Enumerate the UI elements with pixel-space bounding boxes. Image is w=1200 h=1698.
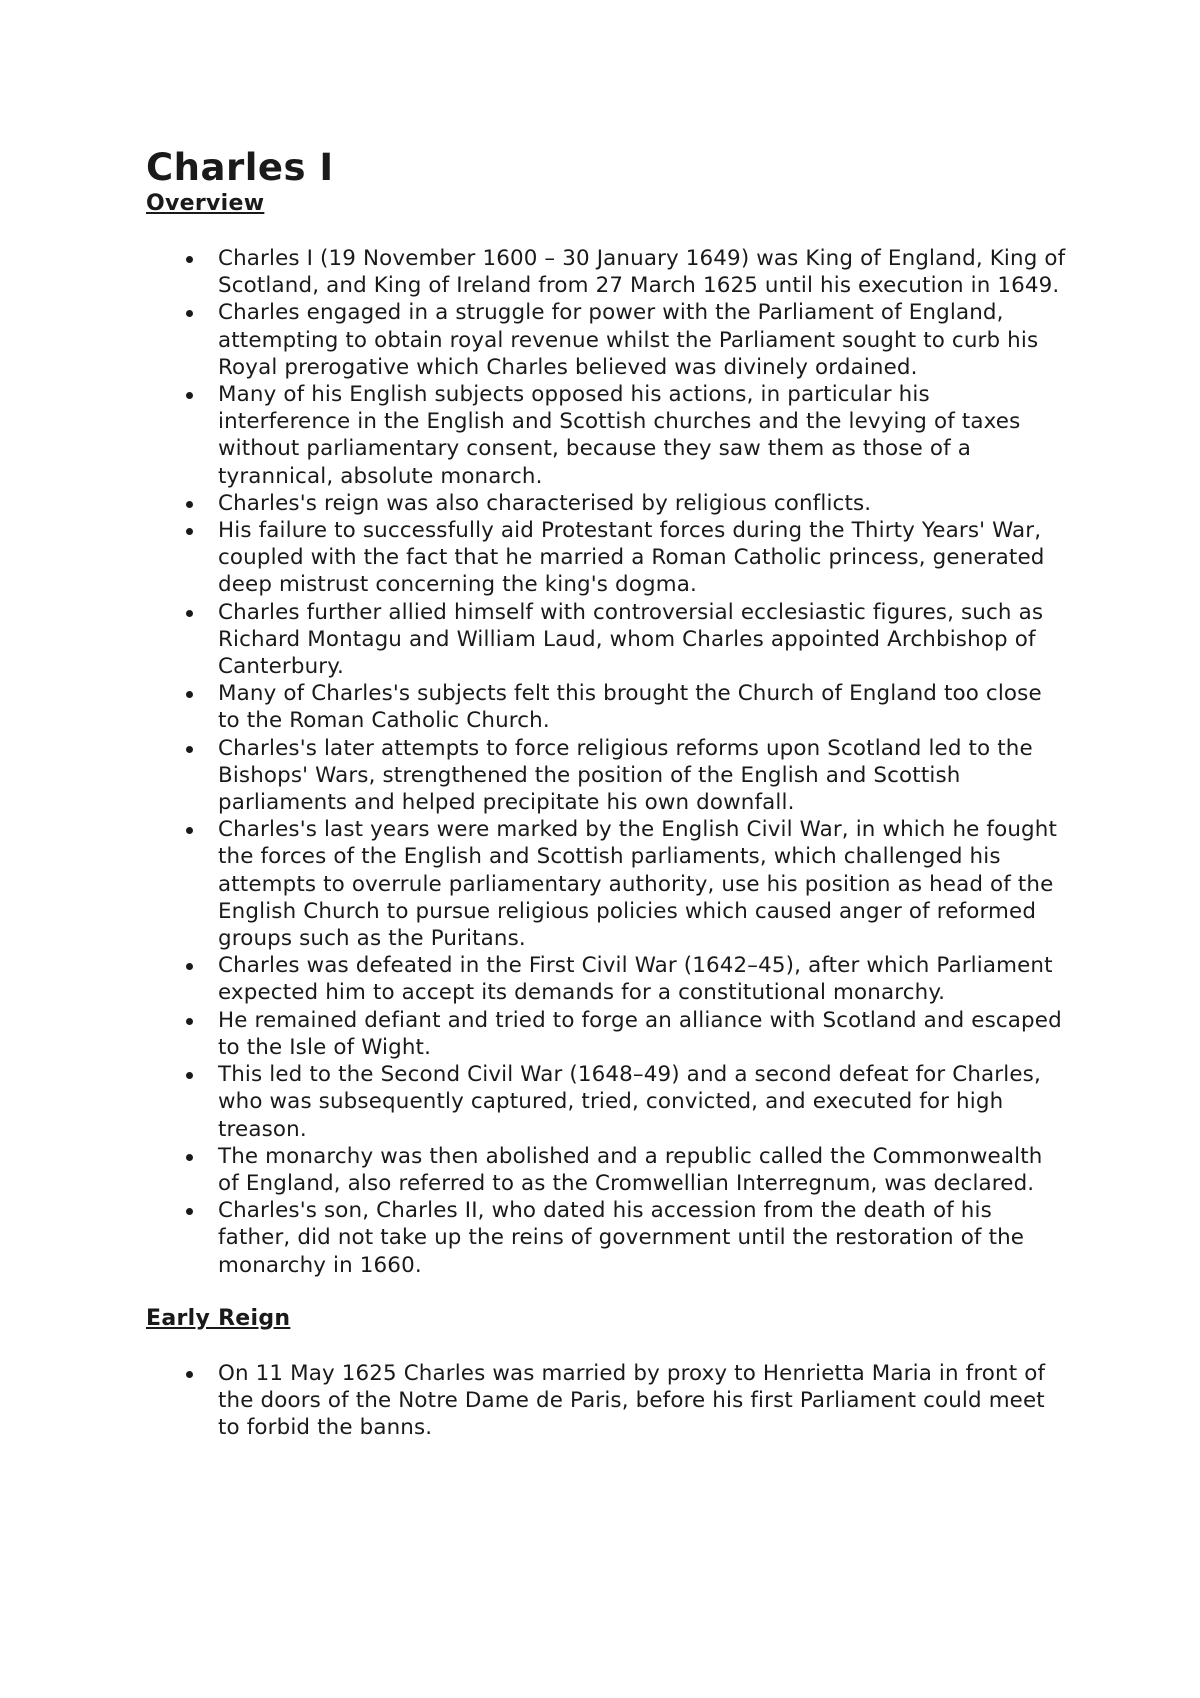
early-reign-bullet-list [146, 1360, 1066, 1442]
list-item [146, 735, 1066, 817]
bullet-icon [186, 392, 193, 399]
list-item-text: Charles engaged in a struggle for power with the Parliament of England, attempting to obtain royal revenue whilst the Parliament sought to curb his Royal prerogative which Charles believed was divinely ordained. [218, 300, 1039, 380]
bullet-icon [186, 1208, 193, 1215]
list-item [146, 599, 1066, 681]
bullet-icon [186, 501, 193, 508]
list-item-text: Charles's last years were marked by the English Civil War, in which he fought the forces of the English and Scottish parliaments, which challenged his attempts to overrule parliamentary authority, use his position as head of the English Church to pursue religious policies which caused anger of reformed groups such as the Puritans. [218, 817, 1058, 952]
bullet-icon [186, 1154, 193, 1161]
bullet-icon [186, 963, 193, 970]
list-item [146, 1143, 1066, 1197]
overview-bullet-list [146, 245, 1066, 1279]
list-item [146, 952, 1066, 1006]
bullet-icon [186, 310, 193, 317]
list-item [146, 816, 1066, 952]
document-page [146, 146, 1066, 1441]
list-item [146, 1007, 1066, 1061]
list-item [146, 381, 1066, 490]
section-heading-overview: Overview [146, 191, 265, 216]
bullet-icon [186, 1371, 193, 1378]
list-item [146, 1061, 1066, 1143]
bullet-icon [186, 610, 193, 617]
list-item [146, 1360, 1066, 1442]
list-item-text: Charles was defeated in the First Civil War (1642–45), after which Parliament expected him to accept its demands for a constitutional monarchy. [218, 953, 1053, 1006]
bullet-icon [186, 528, 193, 535]
list-item-text: This led to the Second Civil War (1648–49) and a second defeat for Charles, who was subsequently captured, tried, convicted, and executed for high treason. [218, 1062, 1041, 1142]
section-heading-early-reign: Early Reign [146, 1305, 291, 1331]
list-item-text: He remained defiant and tried to forge an alliance with Scotland and escaped to the Isle of Wight. [218, 1007, 1062, 1060]
list-item-text: Charles's later attempts to force religious reforms upon Scotland led to the Bishops' Wars, strengthened the position of the English and Scottish parliaments and helped precipitate his own downfall. [218, 735, 1033, 816]
list-item [146, 490, 1066, 517]
list-item-text: His failure to successfully aid Protestant forces during the Thirty Years' War, coupled with the fact that he married a Roman Catholic princess, generated deep mistrust concerning the king's dogma. [218, 518, 1045, 598]
list-item [146, 245, 1066, 299]
list-item [146, 1197, 1066, 1279]
list-item [146, 680, 1066, 734]
list-item-text: On 11 May 1625 Charles was married by proxy to Henrietta Maria in front of the doors of the Notre Dame de Paris, before his first Parliament could meet to forbid the banns. [218, 1360, 1046, 1441]
list-item-text: Many of Charles's subjects felt this brought the Church of England too close to the Roman Catholic Church. [218, 681, 1042, 734]
bullet-icon [186, 691, 193, 698]
bullet-icon [186, 1072, 193, 1079]
document-title: Charles I [146, 146, 334, 189]
list-item-text: The monarchy was then abolished and a republic called the Commonwealth of England, also referred to as the Cromwellian Interregnum, was declared. [218, 1143, 1043, 1196]
list-item [146, 299, 1066, 381]
list-item-text: Charles's reign was also characterised by religious conflicts. [218, 490, 872, 516]
list-item [146, 517, 1066, 599]
list-item-text: Charles I (19 November 1600 – 30 January 1649) was King of England, King of Scotland, and King of Ireland from 27 March 1625 until his execution in 1649. [218, 246, 1066, 299]
bullet-icon [186, 256, 193, 263]
bullet-icon [186, 746, 193, 753]
list-item-text: Charles's son, Charles II, who dated his accession from the death of his father, did not take up the reins of government until the restoration of the monarchy in 1660. [218, 1198, 1025, 1278]
list-item-text: Many of his English subjects opposed his actions, in particular his interference in the English and Scottish churches and the levying of taxes without parliamentary consent, because they saw them as those of a tyrannical, absolute monarch. [218, 382, 1021, 489]
list-item-text: Charles further allied himself with controversial ecclesiastic figures, such as Richard Montagu and William Laud, whom Charles appointed Archbishop of Canterbury. [218, 599, 1044, 680]
bullet-icon [186, 827, 193, 834]
bullet-icon [186, 1018, 193, 1025]
